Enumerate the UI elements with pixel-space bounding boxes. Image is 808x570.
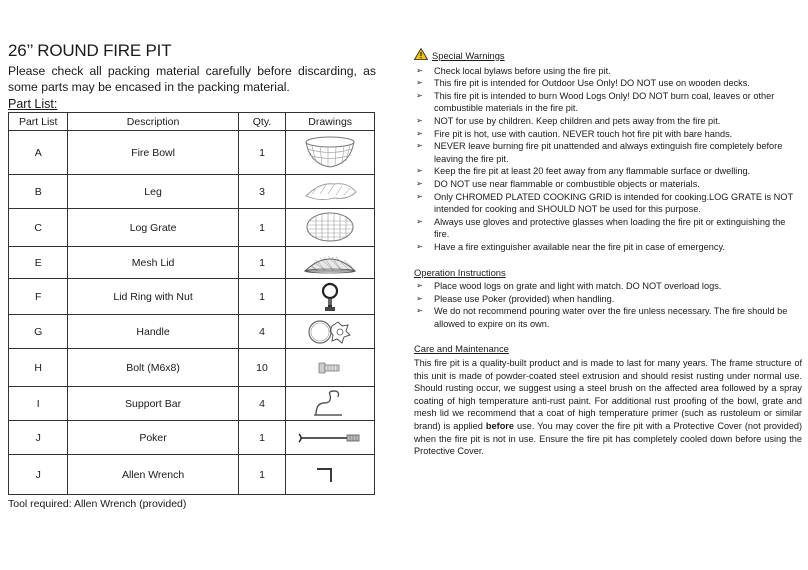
special-warnings-title: Special Warnings <box>432 49 505 61</box>
part-qty: 4 <box>238 387 286 421</box>
arrow-bullet-icon: ➢ <box>416 166 423 176</box>
header-drawings: Drawings <box>286 113 375 131</box>
care-paragraph: This fire pit is a quality-built product and is made to last for many years. The frame structure of this unit is made of powder-coated steel extrusion and should resist rusting under normal use. Should rusting occur, we suggest using a steel brush on the affected area followed by a spray coating of high temperature anti-rust paint. For additional rust proofing of the bowl, grate and mesh lid we recommend that a coat of high temperature primer (such as rustoleum or similar brand) is applied before use. You may cover the fire pit with a Protective Cover (not provided) when the fire pit is not in use. Ensure the fire pit has completely cooled down before using the Protective Cover. <box>414 358 803 457</box>
allen-wrench-drawing <box>286 455 375 495</box>
table-row <box>9 387 375 421</box>
part-letter: E <box>9 247 68 279</box>
list-item: ➢ This fire pit is intended to burn Wood Logs Only! DO NOT burn coal, leaves or other combustible materials in the fire pit. <box>416 90 775 114</box>
part-description: Bolt (M6x8) <box>68 349 238 387</box>
arrow-bullet-icon: ➢ <box>416 281 423 291</box>
part-qty: 1 <box>238 131 286 175</box>
header-qty: Qty. <box>238 113 286 131</box>
arrow-bullet-icon: ➢ <box>416 65 423 75</box>
list-item: ➢ Fire pit is hot, use with caution. NEVER touch hot fire pit with bare hands. <box>416 128 733 139</box>
part-letter: A <box>9 131 68 175</box>
table-row <box>9 421 375 455</box>
list-item: ➢ Check local bylaws before using the fire pit. <box>416 65 611 76</box>
part-description: Leg <box>68 175 238 209</box>
poker-drawing <box>286 421 375 455</box>
list-item: ➢ NOT for use by children. Keep children and pets away from the fire pit. <box>416 115 721 126</box>
part-description: Poker <box>68 421 238 455</box>
list-item: ➢ Always use gloves and protective glasses when loading the fire pit or extinguishing the fire. <box>416 216 786 240</box>
part-letter: C <box>9 209 68 247</box>
part-description: Mesh Lid <box>68 247 238 279</box>
part-list-label: Part List: <box>8 97 58 111</box>
support-bar-drawing <box>286 387 375 421</box>
special-warnings-list <box>414 65 802 254</box>
part-qty: 3 <box>238 175 286 209</box>
table-row <box>9 455 375 495</box>
arrow-bullet-icon: ➢ <box>416 241 423 251</box>
list-item: ➢ Please use Poker (provided) when handling. <box>416 293 615 304</box>
operation-list <box>414 280 802 330</box>
header-description: Description <box>68 113 238 131</box>
part-letter: G <box>9 315 68 349</box>
lid-ring-drawing <box>286 279 375 315</box>
arrow-bullet-icon: ➢ <box>416 178 423 188</box>
part-qty: 1 <box>238 209 286 247</box>
table-row <box>9 279 375 315</box>
list-item: ➢ DO NOT use near flammable or combustible objects or materials. <box>416 178 700 189</box>
part-description: Fire Bowl <box>68 131 238 175</box>
warning-triangle-icon <box>414 48 428 64</box>
part-letter: I <box>9 387 68 421</box>
intro-text: Please check all packing material carefully before discarding, as some parts may be encased in the packing material. <box>8 64 376 94</box>
table-row <box>9 209 375 247</box>
leg-drawing <box>286 175 375 209</box>
arrow-bullet-icon: ➢ <box>416 141 423 151</box>
table-row <box>9 349 375 387</box>
part-description: Log Grate <box>68 209 238 247</box>
list-item: ➢ Keep the fire pit at least 20 feet away from any flammable surface or dwelling. <box>416 166 751 177</box>
arrow-bullet-icon: ➢ <box>416 293 423 303</box>
part-qty: 1 <box>238 421 286 455</box>
part-description: Handle <box>68 315 238 349</box>
part-description: Allen Wrench <box>68 455 238 495</box>
part-letter: H <box>9 349 68 387</box>
part-letter: B <box>9 175 68 209</box>
care-heading: Care and Maintenance <box>414 343 509 355</box>
part-qty: 4 <box>238 315 286 349</box>
table-row <box>9 175 375 209</box>
part-description: Lid Ring with Nut <box>68 279 238 315</box>
list-item: ➢ Only CHROMED PLATED COOKING GRID is intended for cooking.LOG GRATE is NOT intended for cooking and SHOULD NOT be used for this purpose. <box>416 191 793 215</box>
tool-required: Tool required: Allen Wrench (provided) <box>8 498 187 510</box>
table-header-row <box>9 113 375 131</box>
parts-table <box>8 112 375 495</box>
header-part-list: Part List <box>9 113 68 131</box>
part-qty: 1 <box>238 455 286 495</box>
part-letter: F <box>9 279 68 315</box>
arrow-bullet-icon: ➢ <box>416 216 423 226</box>
part-letter: J <box>9 421 68 455</box>
list-item: ➢ NEVER leave burning fire pit unattended and always extinguish fire completely before leaving the fire pit. <box>416 141 783 164</box>
instructions-section <box>414 48 802 458</box>
arrow-bullet-icon: ➢ <box>416 191 423 201</box>
log-grate-drawing <box>286 209 375 247</box>
arrow-bullet-icon: ➢ <box>416 306 423 316</box>
list-item: ➢ This fire pit is intended for Outdoor Use Only! DO NOT use on wooden decks. <box>416 78 750 89</box>
part-letter: J <box>9 455 68 495</box>
handle-drawing <box>286 315 375 349</box>
list-item: ➢ Place wood logs on grate and light with match. DO NOT overload logs. <box>416 281 722 292</box>
arrow-bullet-icon: ➢ <box>416 115 423 125</box>
part-qty: 1 <box>238 247 286 279</box>
arrow-bullet-icon: ➢ <box>416 90 423 100</box>
arrow-bullet-icon: ➢ <box>416 128 423 138</box>
table-row <box>9 131 375 175</box>
table-row <box>9 315 375 349</box>
part-description: Support Bar <box>68 387 238 421</box>
list-item: ➢ We do not recommend pouring water over the fire unless necessary. The fire should be allowed to expire on its own. <box>416 306 788 329</box>
part-qty: 1 <box>238 279 286 315</box>
parts-section <box>8 40 376 510</box>
table-row <box>9 247 375 279</box>
special-warnings-heading <box>414 48 802 64</box>
mesh-lid-drawing <box>286 247 375 279</box>
operation-heading: Operation Instructions <box>414 266 506 278</box>
list-item: ➢ Have a fire extinguisher available near the fire pit in case of emergency. <box>416 241 725 252</box>
fire-bowl-drawing <box>286 131 375 175</box>
arrow-bullet-icon: ➢ <box>416 78 423 88</box>
page-title: 26’’ ROUND FIRE PIT <box>8 41 172 60</box>
part-qty: 10 <box>238 349 286 387</box>
bolt-drawing <box>286 349 375 387</box>
